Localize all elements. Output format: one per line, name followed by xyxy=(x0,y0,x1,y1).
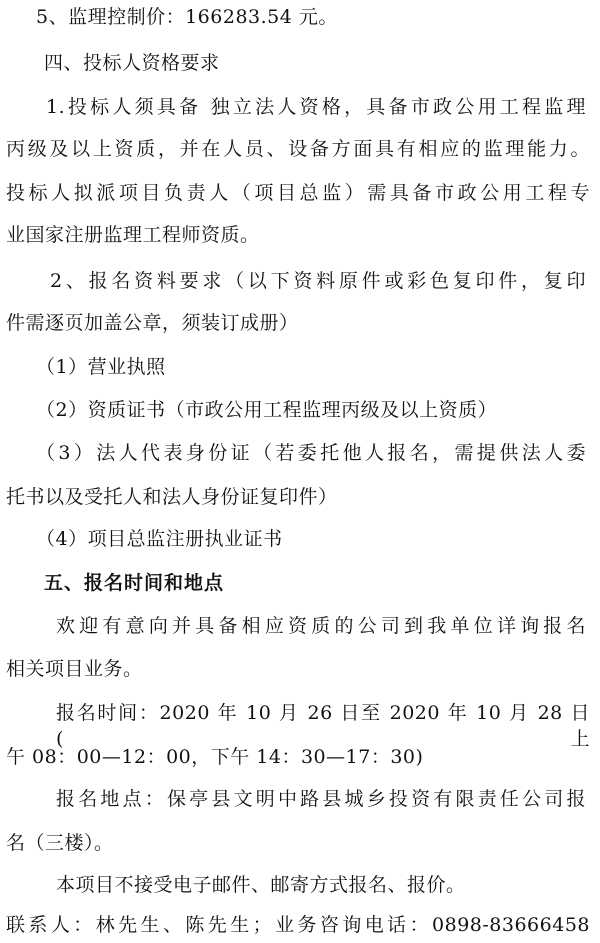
registration-place-line-2: 名（三楼）。 xyxy=(6,832,114,854)
welcome-line-2: 相关项目业务。 xyxy=(6,658,143,680)
list-item-2: （2）资质证书（市政公用工程监理丙级及以上资质） xyxy=(36,399,498,421)
registration-place-line-1: 报名地点：保亭县文明中路县城乡投资有限责任公司报 xyxy=(56,788,586,810)
welcome-line-1: 欢迎有意向并具备相应资质的公司到我单位详询报名 xyxy=(56,615,586,637)
registration-time-line-1: 报名时间：2020 年 10 月 26 日至 2020 年 10 月 28 日(上 xyxy=(56,702,590,750)
list-item-4: （4）项目总监注册执业证书 xyxy=(36,528,283,550)
requirement-1-line-2: 丙级及以上资质，并在人员、设备方面具有相应的监理能力。 xyxy=(6,138,590,160)
section-5-heading: 五、报名时间和地点 xyxy=(44,572,225,594)
list-item-3-line-2: 托书以及受托人和法人身份证复印件） xyxy=(6,486,338,508)
requirement-1-line-4: 业国家注册监理工程师资质。 xyxy=(6,224,260,246)
list-item-3-line-1: （3）法人代表身份证（若委托他人报名，需提供法人委 xyxy=(36,442,586,464)
control-price-line: 5、监理控制价：166283.54 元。 xyxy=(36,6,338,28)
requirement-2-line-2: 件需逐页加盖公章，须装订成册） xyxy=(6,312,299,334)
no-email-notice: 本项目不接受电子邮件、邮寄方式报名、报价。 xyxy=(56,874,466,896)
list-item-1: （1）营业执照 xyxy=(36,356,166,378)
requirement-1-line-1: 1.投标人须具备 独立法人资格，具备市政公用工程监理 xyxy=(46,96,586,118)
contact-line: 联系人：林先生、陈先生；业务咨询电话：0898-83666458 xyxy=(6,914,590,936)
requirement-1-line-3: 投标人拟派项目负责人（项目总监）需具备市政公用工程专 xyxy=(6,182,590,204)
requirement-2-line-1: 2、报名资料要求（以下资料原件或彩色复印件，复印 xyxy=(50,270,586,292)
section-4-heading: 四、投标人资格要求 xyxy=(44,52,220,74)
registration-time-line-2: 午 08：00—12：00，下午 14：30—17：30) xyxy=(6,746,424,768)
